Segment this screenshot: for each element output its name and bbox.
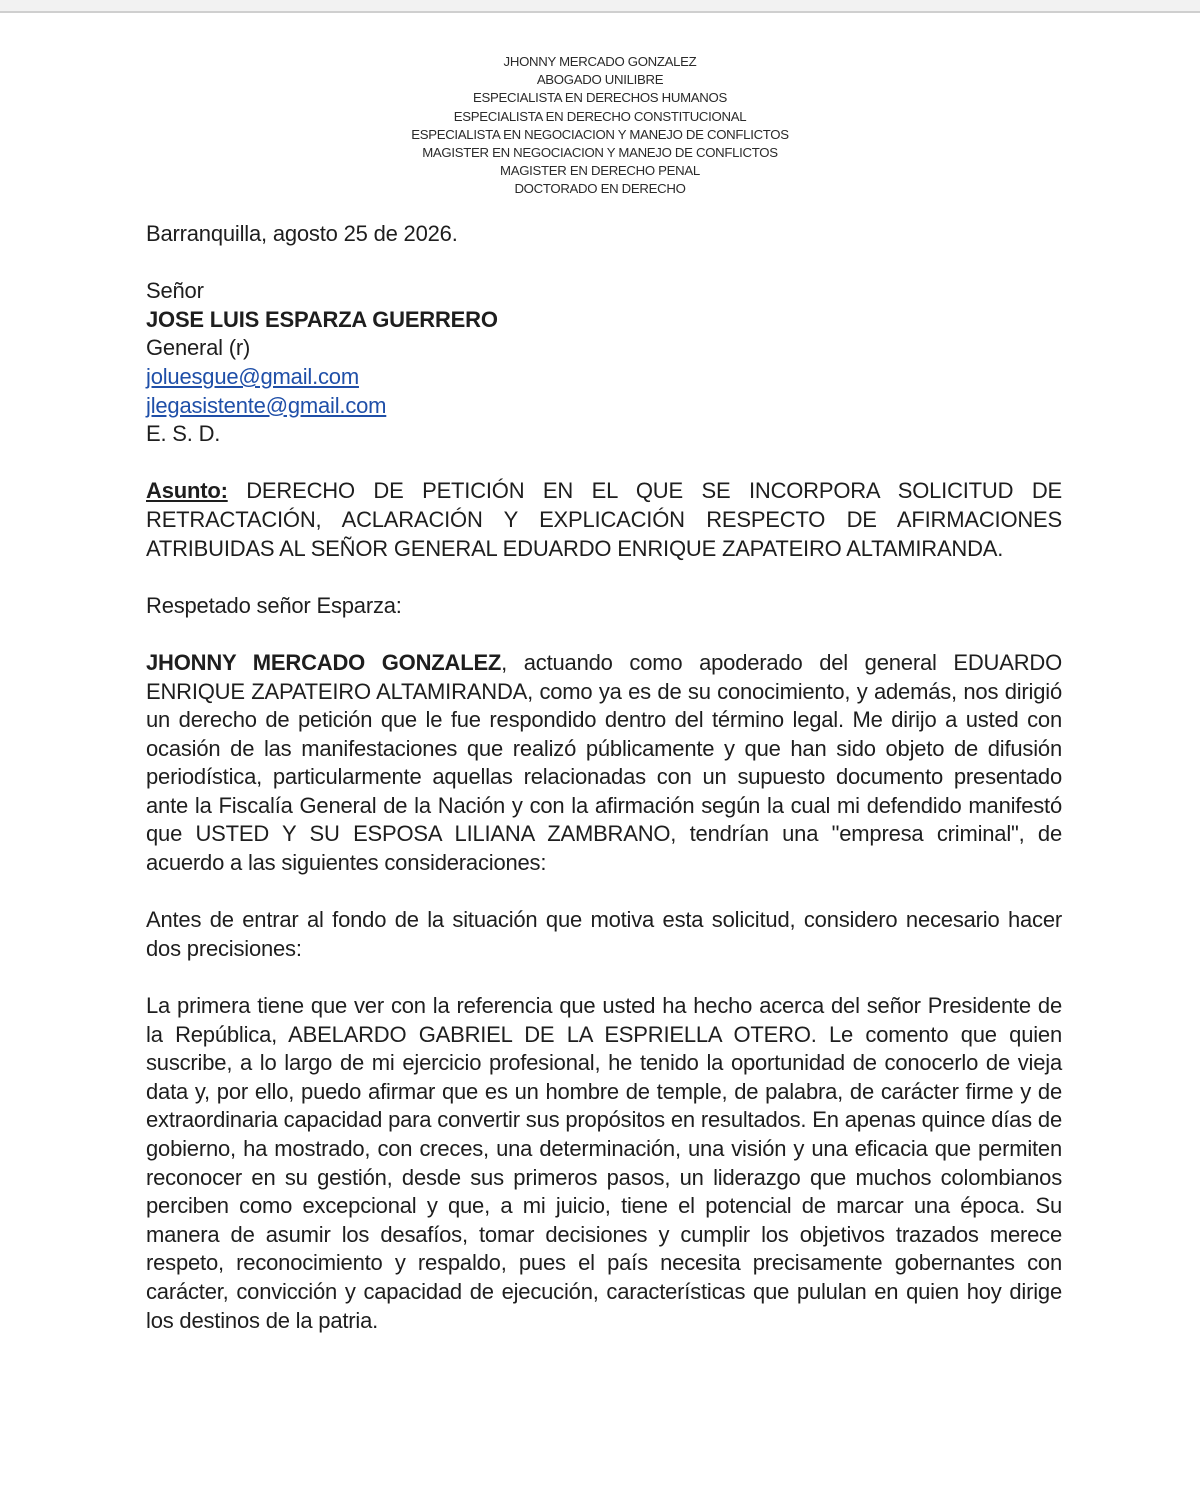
letterhead-line: ESPECIALISTA EN NEGOCIACION Y MANEJO DE CONFLICTOS (411, 126, 789, 142)
paragraph-2: Antes de entrar al fondo de la situación que motiva esta solicitud, considero necesario hacer dos precisiones: (146, 907, 1062, 961)
paragraph-1-lead: JHONNY MERCADO GONZALEZ (146, 649, 502, 675)
subject-paragraph (146, 477, 1062, 563)
letterhead-line: MAGISTER EN DERECHO PENAL (500, 163, 700, 179)
letterhead-line: ESPECIALISTA EN DERECHOS HUMANOS (473, 90, 727, 106)
subject-label: Asunto: (146, 478, 228, 504)
recipient-title: Señor (146, 278, 204, 304)
paragraph-3: La primera tiene que ver con la referencia que usted ha hecho acerca del señor Presidente de la República, ABELARDO GABRIEL DE LA ESPRIELLA OTERO. Le comento que quien suscribe, a lo largo de mi ejercicio profesional, he tenido la oportunidad de conocerlo de vieja data y, por ello, puedo afirmar que es un hombre de temple, de palabra, de carácter firme y de extraordinaria capacidad para convertir sus propósitos en resultados. En apenas quince días de gobierno, ha mostrado, con creces, una determinación, una visión y una eficacia que permiten reconocer en su gestión, desde sus primeros pasos, un liderazgo que muchos colombianos perciben como excepcional y que, a mi juicio, tiene el potencial de marcar una época. Su manera de asumir los desafíos, tomar decisiones y cumplir los objetivos trazados merece respeto, reconocimiento y respaldo, pues el país necesita precisamente gobernantes con carácter, convicción y capacidad de ejecución, características que pululan en quien hoy dirige los destinos de la patria. (146, 993, 1062, 1333)
recipient-esd: E. S. D. (146, 421, 221, 447)
letter-body (146, 220, 1062, 1335)
date-line: Barranquilla, agosto 25 de 2026. (146, 221, 458, 246)
letterhead-line: DOCTORADO EN DERECHO (514, 181, 686, 197)
recipient-email-2[interactable]: jlegasistente@gmail.com (146, 392, 387, 418)
subject-text: DERECHO DE PETICIÓN EN EL QUE SE INCORPORA SOLICITUD DE RETRACTACIÓN, ACLARACIÓN Y EXPLICACIÓN RESPECTO DE AFIRMACIONES ATRIBUIDAS AL SEÑOR GENERAL EDUARDO ENRIQUE ZAPATEIRO ALTAMIRANDA. (146, 478, 1062, 561)
recipient-name: JOSE LUIS ESPARZA GUERRERO (146, 306, 498, 332)
letterhead-line: ESPECIALISTA EN DERECHO CONSTITUCIONAL (453, 108, 747, 124)
letterhead-line: ABOGADO UNILIBRE (536, 72, 664, 88)
paragraph-1 (146, 649, 1062, 878)
letterhead (0, 53, 1200, 199)
recipient-email-1[interactable]: joluesgue@gmail.com (146, 363, 359, 389)
letterhead-line: JHONNY MERCADO GONZALEZ (503, 54, 697, 69)
recipient-rank: General (r) (146, 335, 251, 361)
page-top-border (0, 0, 1200, 13)
greeting: Respetado señor Esparza: (146, 592, 402, 618)
letterhead-line: MAGISTER EN NEGOCIACION Y MANEJO DE CONFLICTOS (422, 145, 778, 161)
paragraph-1-text: , actuando como apoderado del general EDUARDO ENRIQUE ZAPATEIRO ALTAMIRANDA, como ya es de su conocimiento, y además, nos dirigió un derecho de petición que le fue respondido dentro del término legal. Me dirijo a usted con ocasión de las manifestaciones que realizó públicamente y que han sido objeto de difusión periodística, particularmente aquellas relacionadas con un supuesto documento presentado ante la Fiscalía General de la Nación y con la afirmación según la cual mi defendido manifestó que USTED Y SU ESPOSA LILIANA ZAMBRANO, tendrían una "empresa criminal", de acuerdo a las siguientes consideraciones: (146, 649, 1062, 876)
